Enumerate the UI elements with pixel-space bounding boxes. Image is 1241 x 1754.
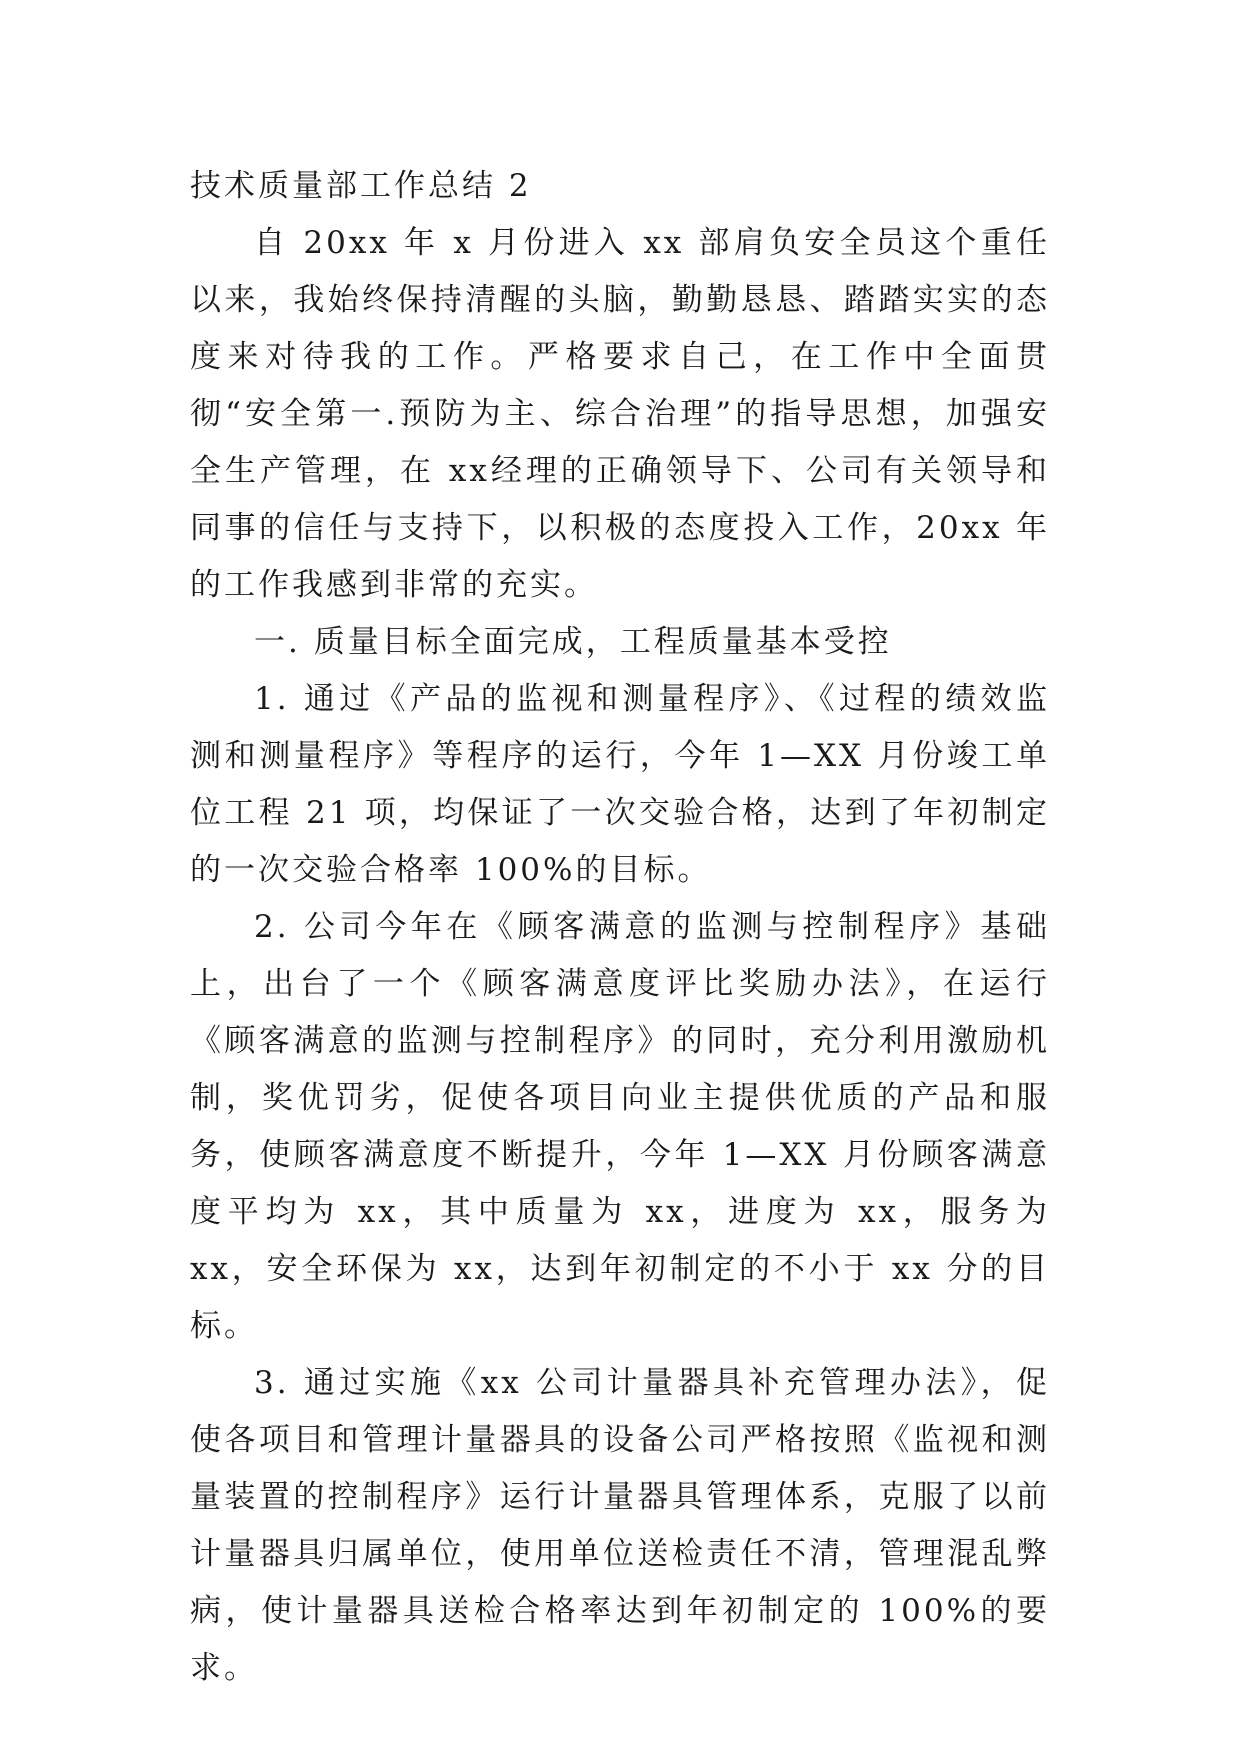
paragraph-item-2: 2. 公司今年在《顾客满意的监测与控制程序》基础上，出台了一个《顾客满意度评比奖励办法》，在运行《顾客满意的监测与控制程序》的同时，充分利用激励机制，奖优罚劣，促使各项目向业主提供优质的产品和服务，使顾客满意度不断提升，今年 1—XX 月份顾客满意度平均为 xx，其中质量为 xx，进度为 xx，服务为 xx，安全环保为 xx，达到年初制定的不小于 xx 分的目标。 [190, 909, 1050, 1344]
paragraph-item-3: 3. 通过实施《xx 公司计量器具补充管理办法》，促使各项目和管理计量器具的设备公司严格按照《监视和测量装置的控制程序》运行计量器具管理体系，克服了以前计量器具归属单位，使用单位送检责任不清，管理混乱弊病，使计量器具送检合格率达到年初制定的 100%的要求。 [190, 1365, 1050, 1686]
document-title: 技术质量部工作总结 2 [190, 168, 532, 204]
paragraph-intro: 自 20xx 年 x 月份进入 xx 部肩负安全员这个重任以来，我始终保持清醒的头脑，勤勤恳恳、踏踏实实的态度来对待我的工作。严格要求自己，在工作中全面贯彻“安全第一.预防为主、综合治理”的指导思想，加强安全生产管理，在 xx经理的正确领导下、公司有关领导和同事的信任与支持下，以积极的态度投入工作，20xx 年的工作我感到非常的充实。 [190, 225, 1050, 603]
section-heading-quality-goals: 一. 质量目标全面完成，工程质量基本受控 [254, 624, 892, 660]
document-body [190, 158, 1050, 1697]
paragraph-item-1: 1. 通过《产品的监视和测量程序》、《过程的绩效监测和测量程序》等程序的运行，今年 1—XX 月份竣工单位工程 21 项，均保证了一次交验合格，达到了年初制定的一次交验合格率 100%的目标。 [190, 681, 1050, 888]
